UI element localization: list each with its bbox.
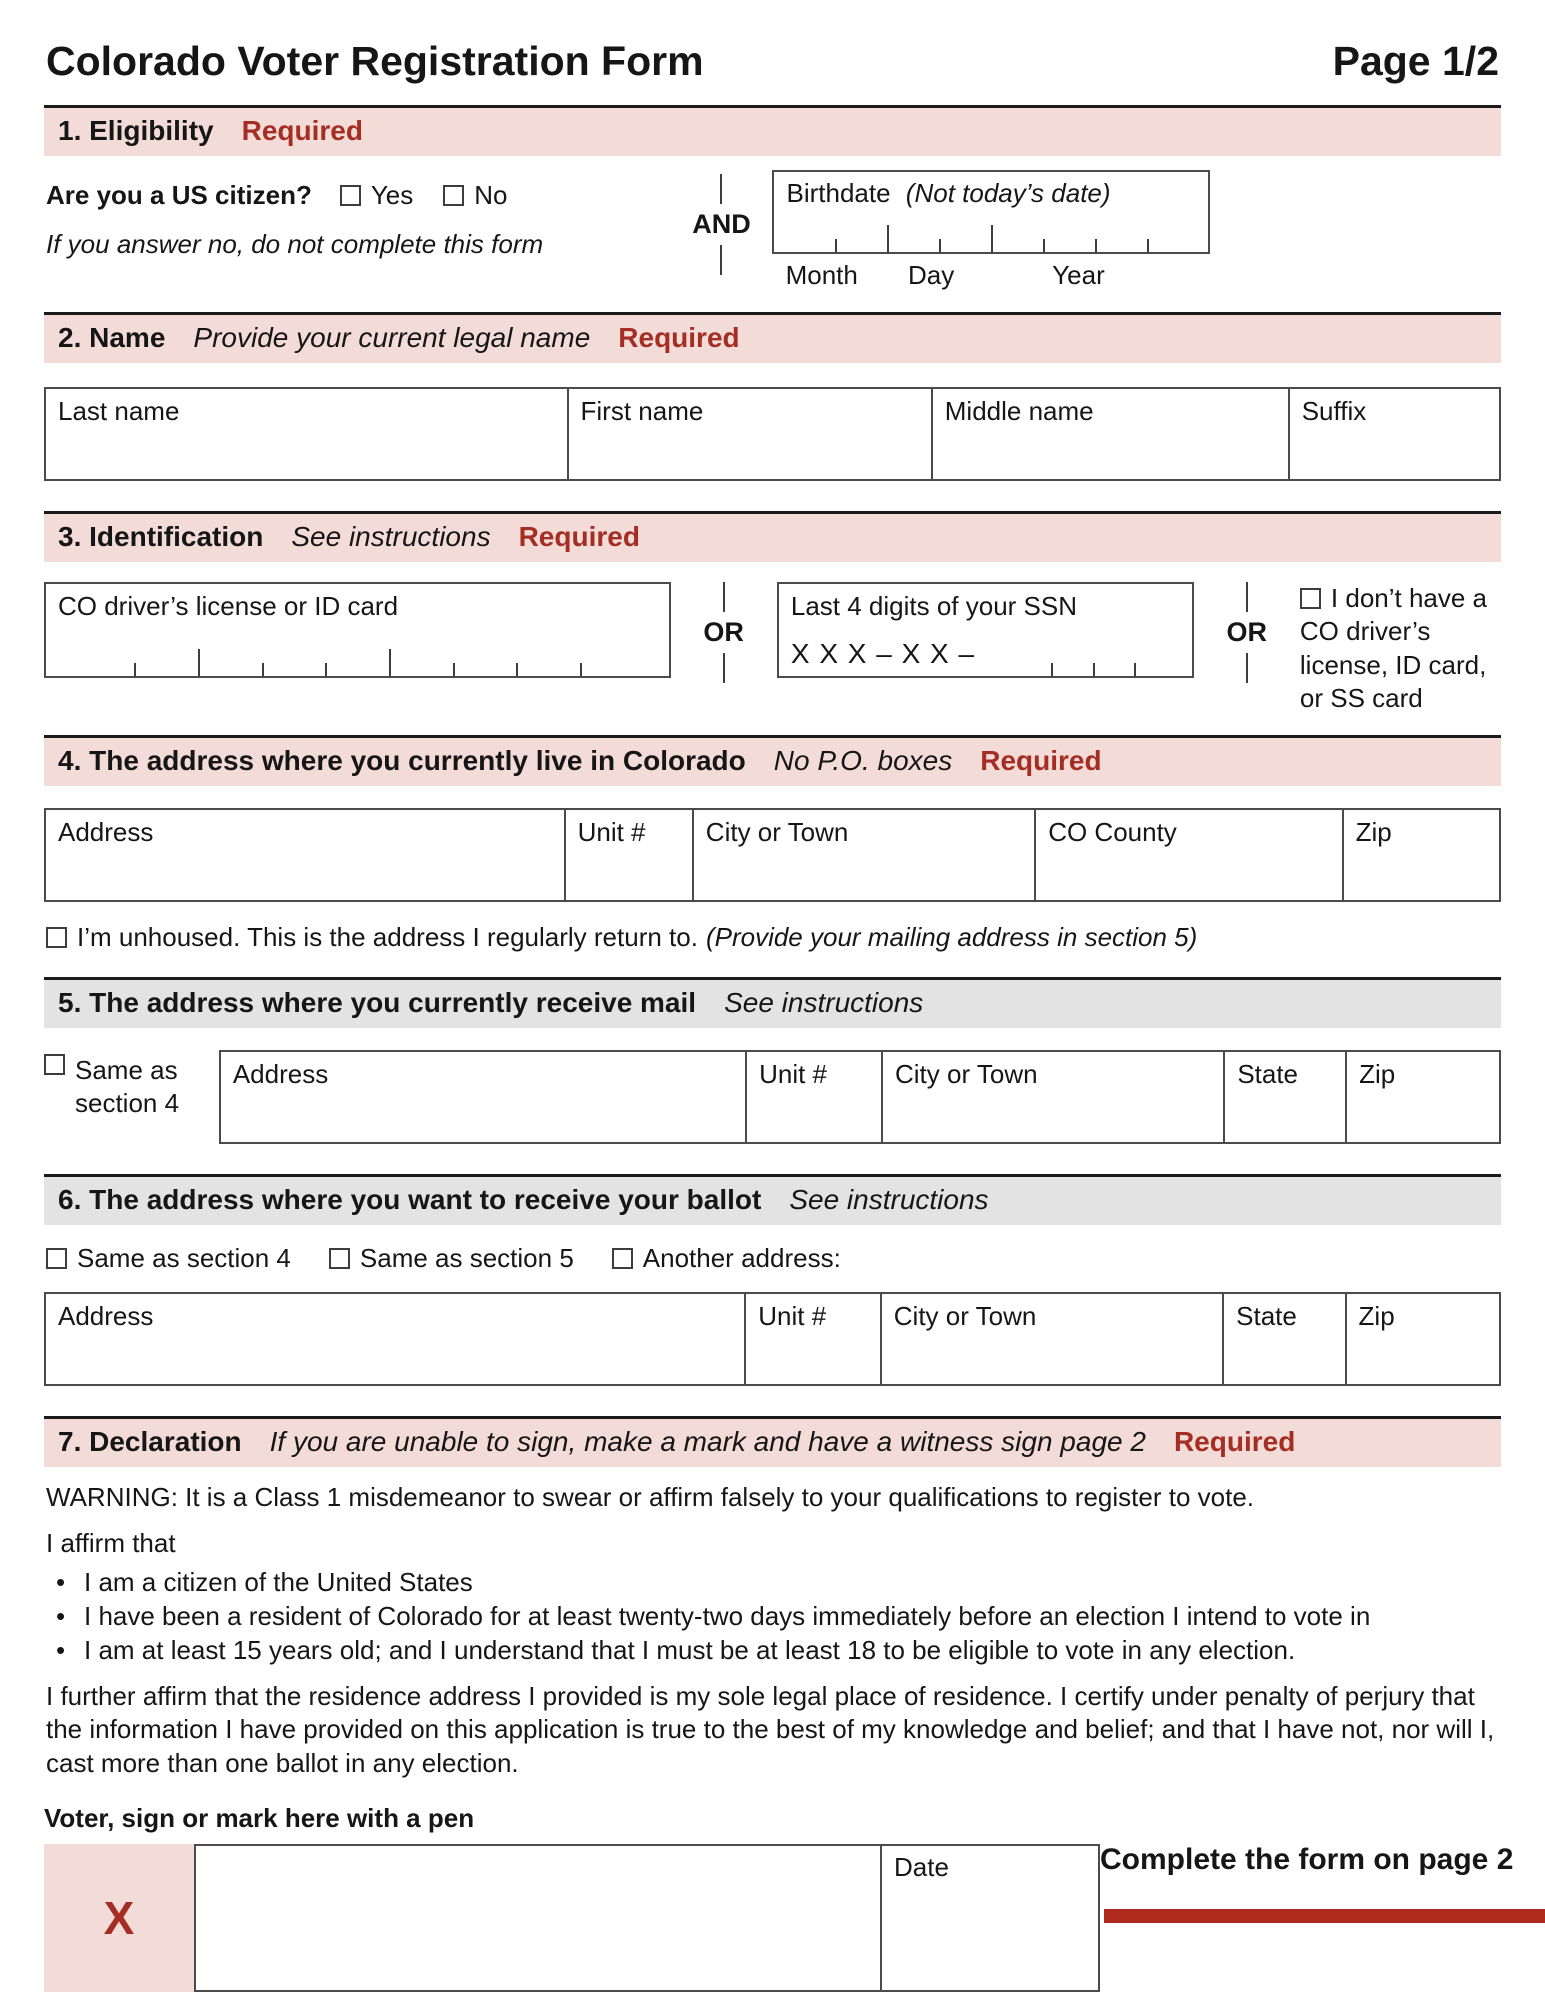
declaration-block xyxy=(44,1481,1501,1781)
affirmation-bullet: • I am a citizen of the United States xyxy=(56,1565,1501,1599)
complete-page2-note: Complete the form on page 2 xyxy=(1100,1842,1514,1876)
residence-county-field[interactable] xyxy=(1036,808,1343,902)
eligibility-note: If you answer no, do not complete this form xyxy=(46,229,544,259)
separator-line xyxy=(723,653,725,683)
yes-checkbox[interactable] xyxy=(340,185,361,206)
section7-required-badge: Required xyxy=(1173,1426,1296,1458)
section4-required-badge: Required xyxy=(980,745,1102,777)
separator-line xyxy=(720,245,722,275)
field-label: Unit # xyxy=(758,1301,827,1332)
field-label: State xyxy=(1236,1301,1297,1332)
or-separator-2 xyxy=(1194,582,1300,683)
separator-line xyxy=(1246,582,1248,612)
unhoused-checkbox[interactable] xyxy=(46,927,67,948)
affirmation-bullet: • I am at least 15 years old; and I understand that I must be at least 18 to be eligible to vote in any election. xyxy=(56,1633,1501,1667)
and-separator xyxy=(671,168,773,304)
no-id-label: I don’t have a CO driver’s license, ID card, or SS card xyxy=(1299,583,1488,713)
section7-subtitle: If you are unable to sign, make a mark and have a witness sign page 2 xyxy=(269,1426,1146,1458)
signature-row xyxy=(44,1844,1100,1992)
section5-header-bar xyxy=(44,977,1501,1028)
option-label: Same as section 4 xyxy=(77,1243,291,1274)
separator-line xyxy=(720,174,722,204)
birthdate-label: Birthdate xyxy=(786,178,891,208)
ballot-another-address-checkbox[interactable] xyxy=(612,1248,633,1269)
ballot-city-field[interactable] xyxy=(882,1292,1224,1386)
section3-header-bar xyxy=(44,511,1501,562)
ballot-same-as-section5-option[interactable] xyxy=(329,1243,574,1274)
unhoused-option[interactable] xyxy=(46,922,1499,953)
section3-title: 3. Identification xyxy=(58,521,264,552)
section1-header-bar xyxy=(44,105,1501,156)
citizen-no-option[interactable] xyxy=(443,180,507,211)
ballot-same-as-section4-option[interactable] xyxy=(46,1243,291,1274)
license-digit-ticks xyxy=(71,646,644,676)
signature-field[interactable] xyxy=(194,1844,882,1992)
separator-line xyxy=(723,582,725,612)
ballot-same-as-section4-checkbox[interactable] xyxy=(46,1248,67,1269)
citizenship-block xyxy=(44,168,671,304)
option-label: Another address: xyxy=(642,1243,841,1274)
field-label: Zip xyxy=(1358,1301,1395,1332)
affirmation-intro: I affirm that xyxy=(46,1527,176,1558)
section7-title: 7. Declaration xyxy=(58,1426,242,1458)
section1-content xyxy=(44,168,1501,304)
signature-block xyxy=(44,1803,1100,1992)
citizen-yes-option[interactable] xyxy=(340,180,413,211)
section1-title: 1. Eligibility xyxy=(58,115,214,146)
page-number: Page 1/2 xyxy=(1332,38,1499,84)
residence-city-field[interactable] xyxy=(694,808,1036,902)
option-label: Same as section 4 xyxy=(75,1055,180,1118)
unhoused-note: (Provide your mailing address in section 5) xyxy=(705,922,1198,953)
mailing-unit-field[interactable] xyxy=(747,1050,883,1144)
residence-zip-field[interactable] xyxy=(1344,808,1501,902)
mailing-city-field[interactable] xyxy=(883,1050,1225,1144)
ssn-last4-field[interactable] xyxy=(777,582,1194,678)
sign-instruction: Voter, sign or mark here with a pen xyxy=(44,1802,475,1833)
or-label: OR xyxy=(703,617,744,647)
ssn-mask: X X X – X X – xyxy=(790,638,976,669)
field-label: Suffix xyxy=(1301,396,1367,426)
field-label: Zip xyxy=(1359,1059,1396,1090)
field-label: First name xyxy=(580,396,704,426)
section2-title: 2. Name xyxy=(58,322,166,353)
section6-title: 6. The address where you want to receive your ballot xyxy=(58,1184,762,1216)
same-as-section4-checkbox[interactable] xyxy=(44,1054,65,1075)
birthdate-field[interactable] xyxy=(772,170,1209,254)
field-label: Address xyxy=(232,1059,329,1090)
birthdate-digit-ticks xyxy=(783,222,1199,252)
section4-subtitle: No P.O. boxes xyxy=(773,745,953,777)
page-title: Colorado Voter Registration Form xyxy=(46,38,704,84)
ballot-state-field[interactable] xyxy=(1224,1292,1346,1386)
signature-area xyxy=(44,1802,1514,1992)
ballot-unit-field[interactable] xyxy=(746,1292,882,1386)
x-mark-cell xyxy=(44,1844,194,1992)
yes-label: Yes xyxy=(370,180,414,210)
affirmation-list xyxy=(44,1565,1501,1668)
citizenship-question: Are you a US citizen? xyxy=(46,180,312,210)
field-label: CO driver’s license or ID card xyxy=(58,591,399,621)
ballot-address-row xyxy=(44,1292,1501,1386)
unhoused-label: I’m unhoused. This is the address I regularly return to. xyxy=(77,922,698,953)
residence-unit-field[interactable] xyxy=(566,808,694,902)
day-label: Day xyxy=(907,260,955,290)
section7-header-bar xyxy=(44,1416,1501,1467)
ballot-address-options xyxy=(46,1243,1499,1274)
ballot-address-field[interactable] xyxy=(44,1292,746,1386)
section4-header-bar xyxy=(44,735,1501,786)
residence-address-field[interactable] xyxy=(44,808,566,902)
field-label: Address xyxy=(58,1301,154,1332)
no-id-option[interactable] xyxy=(1300,582,1501,715)
and-label: AND xyxy=(692,209,751,239)
section6-header-bar xyxy=(44,1174,1501,1225)
middle-name-field[interactable] xyxy=(933,387,1290,481)
field-label: Last name xyxy=(58,396,180,426)
section4-title: 4. The address where you currently live in Colorado xyxy=(58,745,746,777)
field-label: City or Town xyxy=(893,1301,1037,1332)
field-label: Date xyxy=(894,1851,949,1882)
ssn-digit-ticks xyxy=(1010,646,1175,676)
no-checkbox[interactable] xyxy=(443,185,464,206)
same-as-section4-option[interactable] xyxy=(44,1050,219,1144)
section3-required-badge: Required xyxy=(518,521,640,552)
no-label: No xyxy=(474,180,508,210)
identification-row xyxy=(44,582,1501,715)
field-label: Unit # xyxy=(759,1059,827,1090)
section2-header-bar xyxy=(44,312,1501,363)
field-label: Address xyxy=(58,817,154,848)
last-name-field[interactable] xyxy=(44,387,569,481)
field-label: City or Town xyxy=(705,817,849,848)
field-label: CO County xyxy=(1048,817,1177,848)
section5-subtitle: See instructions xyxy=(724,987,924,1019)
no-id-checkbox[interactable] xyxy=(1300,588,1321,609)
ballot-zip-field[interactable] xyxy=(1347,1292,1501,1386)
page2-note-block xyxy=(1100,1803,1545,1992)
field-label: City or Town xyxy=(894,1059,1038,1090)
field-label: Zip xyxy=(1355,817,1392,848)
affirmation-bullet: • I have been a resident of Colorado for at least twenty-two days immediately before an election I intend to vote in xyxy=(56,1599,1501,1633)
or-separator-1 xyxy=(671,582,777,683)
or-label: OR xyxy=(1226,617,1267,647)
birthdate-note: (Not today’s date) xyxy=(905,178,1111,208)
ballot-same-as-section5-checkbox[interactable] xyxy=(329,1248,350,1269)
right-arrow-icon xyxy=(1100,1895,1545,1937)
field-label: State xyxy=(1237,1059,1299,1090)
mailing-zip-field[interactable] xyxy=(1347,1050,1501,1144)
date-field[interactable] xyxy=(882,1844,1100,1992)
birthdate-block xyxy=(772,168,1209,304)
warning-text: WARNING: It is a Class 1 misdemeanor to swear or affirm falsely to your qualifications to register to vote. xyxy=(46,1482,1254,1513)
drivers-license-field[interactable] xyxy=(44,582,671,678)
birthdate-sublabels xyxy=(772,260,1209,296)
section1-required-badge: Required xyxy=(241,115,363,146)
month-label: Month xyxy=(785,260,858,290)
section5-title: 5. The address where you currently receive mail xyxy=(58,987,697,1019)
field-label: Middle name xyxy=(944,396,1094,426)
separator-line xyxy=(1246,653,1248,683)
first-name-field[interactable] xyxy=(569,387,933,481)
section2-subtitle: Provide your current legal name xyxy=(193,322,591,353)
section2-required-badge: Required xyxy=(618,322,740,353)
option-label: Same as section 5 xyxy=(359,1243,574,1274)
ballot-another-address-option[interactable] xyxy=(612,1243,841,1274)
mailing-fields xyxy=(219,1050,1501,1144)
further-affirmation: I further affirm that the residence address I provided is my sole legal place of residence. I certify under penalty of perjury that the information I have provided on this application is true to the best of my knowledge and belief; and that I have not, nor will I, cast more than one ballot in any election. xyxy=(46,1680,1495,1779)
residence-address-row xyxy=(44,808,1501,902)
field-label: Unit # xyxy=(577,817,646,848)
arrow-shaft xyxy=(1104,1909,1545,1923)
title-bar xyxy=(46,38,1499,85)
field-label: Last 4 digits of your SSN xyxy=(790,591,1077,621)
name-fields-row xyxy=(44,387,1501,481)
mailing-address-row xyxy=(44,1050,1501,1144)
section3-subtitle: See instructions xyxy=(291,521,491,552)
x-mark: X xyxy=(103,1891,135,1944)
year-label: Year xyxy=(1052,260,1105,290)
section6-subtitle: See instructions xyxy=(789,1184,989,1216)
suffix-field[interactable] xyxy=(1290,387,1501,481)
mailing-state-field[interactable] xyxy=(1225,1050,1347,1144)
mailing-address-field[interactable] xyxy=(219,1050,747,1144)
